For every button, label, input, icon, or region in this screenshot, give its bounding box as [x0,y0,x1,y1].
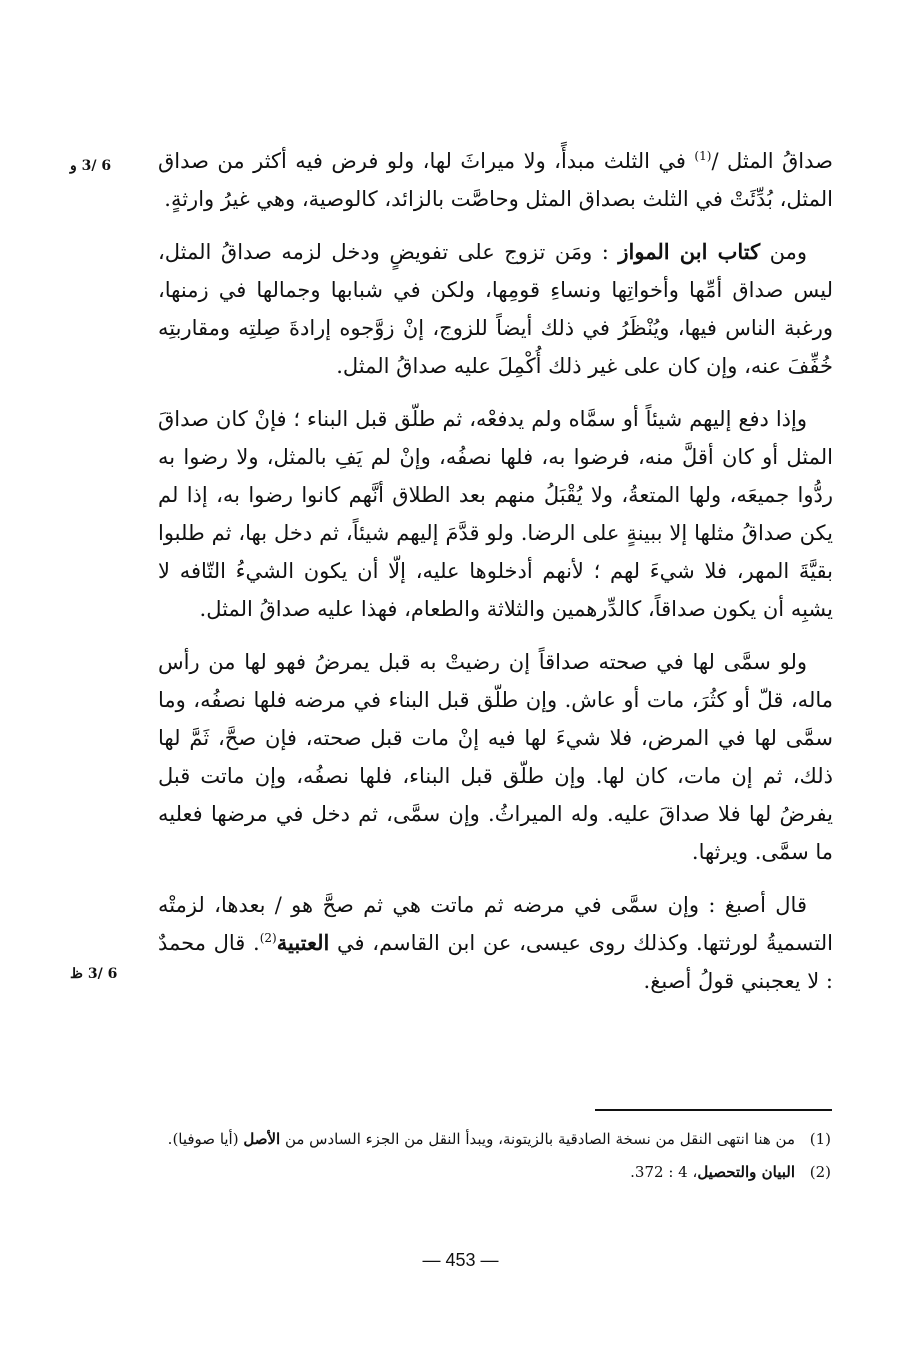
footnote-2-text-b: ، 4 : 372. [630,1163,698,1181]
footnote-separator [595,1109,832,1111]
paragraph-5 [158,886,833,1000]
footnote-2-number: (2) [809,1163,831,1181]
footnote-1 [165,1126,831,1153]
paragraph-1-text-b: في الثلث مبدأً، ولا ميراثَ لها، ولو فرض فيه أكثر من صداق المثل، بُدِّئَتْ في الثلث بصداق المثل وحاصَّت بالزائد، كالوصية، وهي غيرُ وارثةٍ. [158,149,833,211]
paragraph-3: وإذا دفع إليهم شيئاً أو سمَّاه ولم يدفعْه، ثم طلّق قبل البناء ؛ فإنْ كان صداقَ المثل أو كان أقلَّ منه، فرضوا به، فلها نصفُه، وإنْ لم يَفِ بالمثل، ولا رضوا به ردُّوا جميعَه، ولها المتعةُ، ولا يُقْبَلُ منهم بعد الطلاق أنَّهم كانوا رضوا به، إذا لم يكن صداقُ مثلها إلا ببينةٍ على الرضا. ولو قدَّمَ إليهم شيئاً، ثم دخل بها، ثم طلبوا بقيَّةَ المهر، فلا شيءَ لهم ؛ لأنهم أدخلوها عليه، إلّا أن يكون الشيءُ التّافه لا يشبِه أن يكون صداقاً، كالدِّرهمين والثلاثة والطعام، فهذا عليه صداقُ المثل. [158,407,833,621]
paragraph-2-text-b: : ومَن تزوج على تفويضٍ ودخل لزمه صداقُ المثل، ليس صداق أمِّها وأخواتِها ونساءِ قومِها، ولكن في شبابها وجمالها في زمنها، ورغبة الناس فيها، ويُنْظَرُ في ذلك أيضاً للزوج، إنْ زوَّجوه إرادةَ صِلتِه ومقاربتِه خُفِّفَ عنه، وإن كان على غير ذلك أُكْمِلَ عليه صداقُ المثل. [158,240,833,378]
footnote-1-number: (1) [809,1130,831,1148]
footnote-2-text [165,1159,795,1186]
footnote-2 [165,1159,831,1186]
paragraph-2 [158,233,833,385]
page-number: — 453 — [422,1250,499,1270]
footnote-2-bold: البيان والتحصيل [697,1163,795,1181]
footnote-1-bold: الأصل [243,1130,281,1148]
footnote-ref-2[interactable]: (2) [259,931,277,945]
paragraph-1 [158,142,833,218]
main-text [158,142,833,1015]
paragraph-5-text-a: قال أصبغ : وإن سمَّى في مرضه ثم ماتت هي ثم صحَّ هو / بعدها، لزمتْه التسميةُ لورثتها. وكذلك روى عيسى، عن ابن القاسم، في [158,893,833,955]
paragraph-1-text-a: صداقُ المثل / [711,149,834,173]
footnote-1-text [165,1126,795,1153]
footnote-1-text-b: (أيا صوفيا). [167,1130,244,1148]
footnotes [165,1126,831,1186]
cited-book-title: كتاب ابن المواز [618,239,761,264]
margin-folio-note-verso: 6 /3 ظ [70,966,118,982]
footnote-1-text-a: من هنا انتهى النقل من نسخة الصادقية بالزيتونة، ويبدأ النقل من الجزء السادس من [280,1130,795,1148]
cited-book-utbiyya: العتبية [276,930,330,955]
paragraph-4: ولو سمَّى لها في صحته صداقاً إن رضيتْ به قبل يمرضُ فهو لها من رأس ماله، قلّ أو كثُرَ، مات أو عاش. وإن طلّق قبل البناء في مرضه فلها نصفُه، وما سمَّى لها في المرض، فلا شيءَ لها فيه إنْ مات قبل صحته، فإن صحَّ، ثَمَّ لها ذلك، ثم إن مات، كان لها. وإن طلّق قبل البناء، فلها نصفُه، وإن ماتت قبل يفرضُ لها فلا صداقَ عليه. وله الميراثُ. وإن سمَّى، ثم دخل في مرضها فعليه ما سمَّى. ويرثها. [158,650,833,864]
paragraph-5-text-b: . قال محمدٌ : لا يعجبني قولُ أصبغ. [158,931,833,993]
footnote-ref-1[interactable]: (1) [694,149,712,163]
paragraph-2-text-a: ومن [760,240,807,264]
margin-folio-note-recto: 6 /3 و [70,158,112,174]
